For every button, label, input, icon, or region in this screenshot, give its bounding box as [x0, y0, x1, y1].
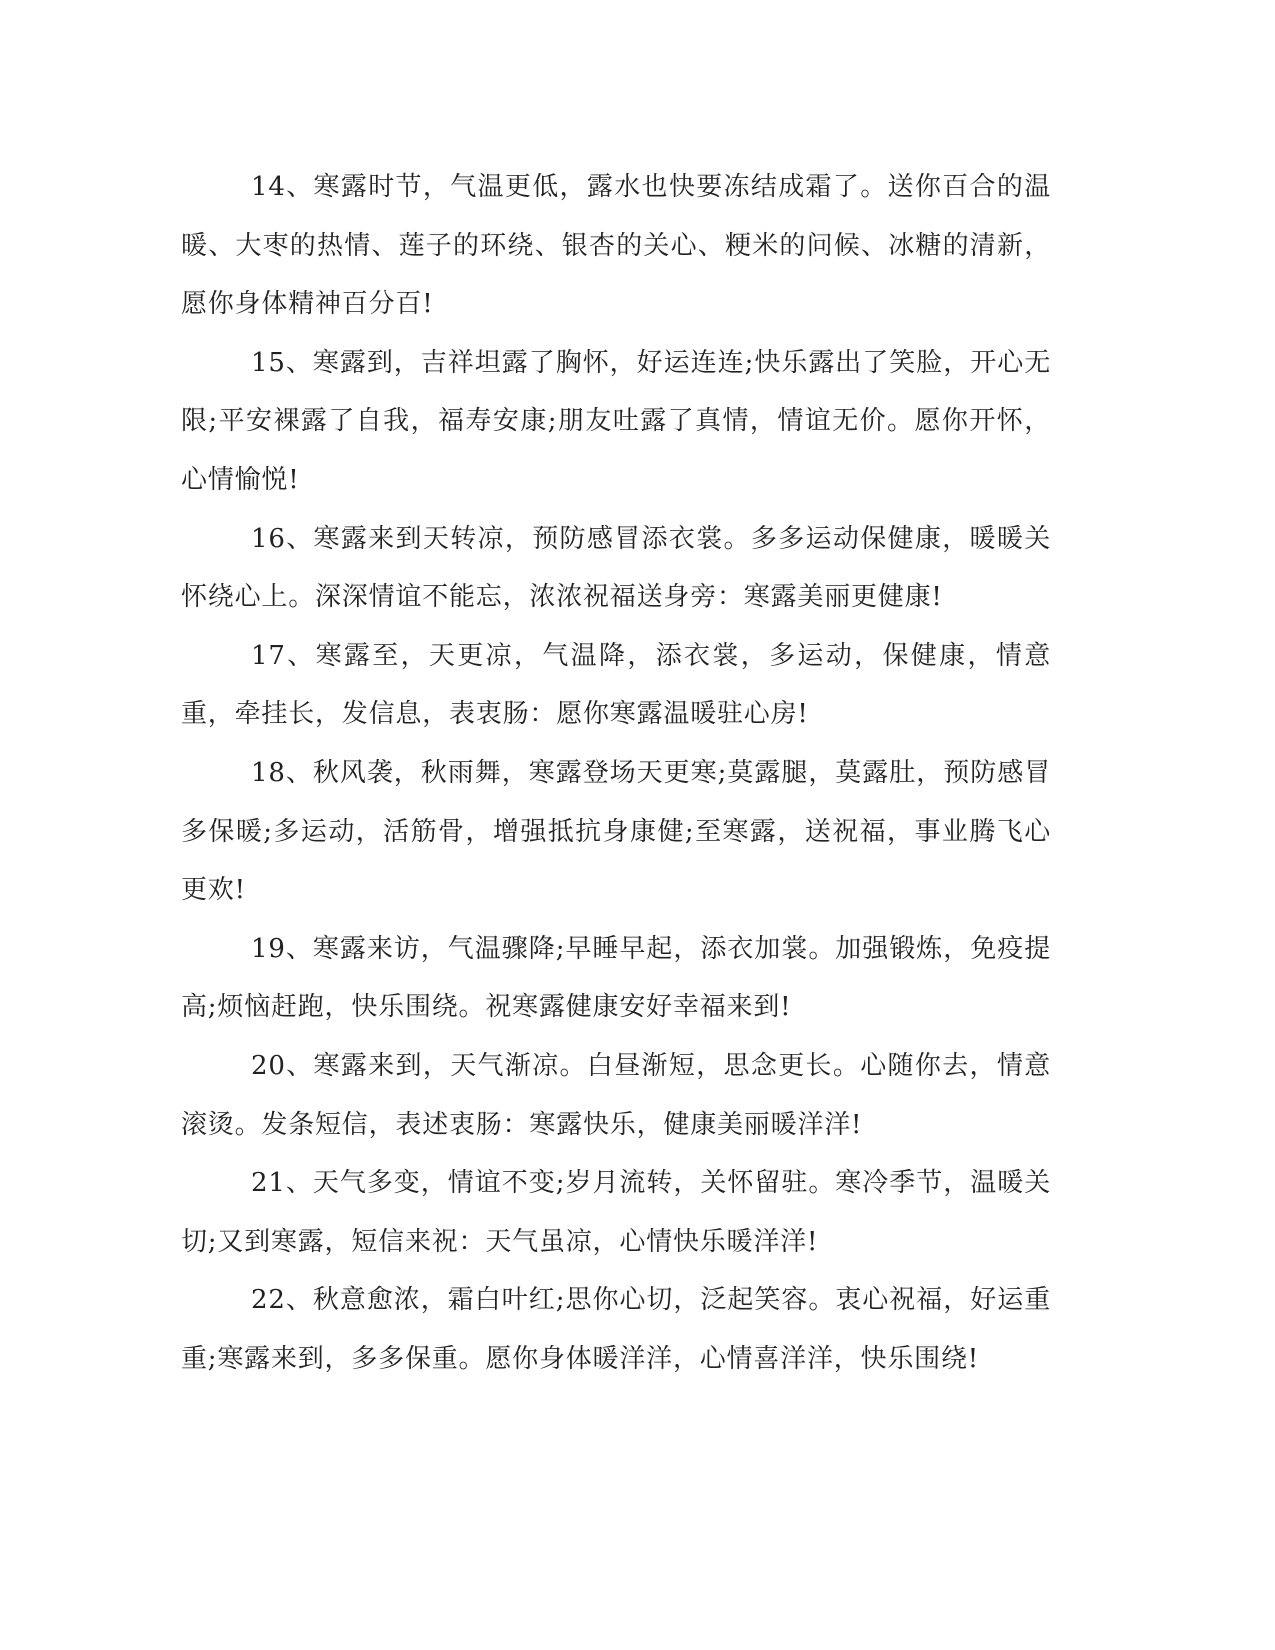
paragraph-16: 16、寒露来到天转凉，预防感冒添衣裳。多多运动保健康，暖暖关怀绕心上。深深情谊不能忘，浓浓祝福送身旁：寒露美丽更健康! — [181, 523, 1051, 613]
document-body — [181, 158, 1051, 1388]
paragraph-20: 20、寒露来到，天气渐凉。白昼渐短，思念更长。心随你去，情意滚烫。发条短信，表述衷肠：寒露快乐，健康美丽暖洋洋! — [181, 1050, 1051, 1140]
paragraph-18: 18、秋风袭，秋雨舞，寒露登场天更寒;莫露腿，莫露肚，预防感冒多保暖;多运动，活筋骨，增强抵抗身康健;至寒露，送祝福，事业腾飞心更欢! — [181, 757, 1051, 906]
paragraph-21: 21、天气多变，情谊不变;岁月流转，关怀留驻。寒冷季节，温暖关切;又到寒露，短信来祝：天气虽凉，心情快乐暖洋洋! — [181, 1168, 1051, 1257]
paragraph-14: 14、寒露时节，气温更低，露水也快要冻结成霜了。送你百合的温暖、大枣的热情、莲子的环绕、银杏的关心、粳米的问候、冰糖的清新，愿你身体精神百分百! — [181, 172, 1051, 320]
paragraph-17: 17、寒露至，天更凉，气温降，添衣裳，多运动，保健康，情意重，牵挂长，发信息，表衷肠：愿你寒露温暖驻心房! — [181, 640, 1051, 730]
paragraph-15: 15、寒露到，吉祥坦露了胸怀，好运连连;快乐露出了笑脸，开心无限;平安裸露了自我，福寿安康;朋友吐露了真情，情谊无价。愿你开怀，心情愉悦! — [181, 347, 1051, 495]
paragraph-19: 19、寒露来访，气温骤降;早睡早起，添衣加裳。加强锻炼，免疫提高;烦恼赶跑，快乐围绕。祝寒露健康安好幸福来到! — [181, 933, 1051, 1023]
paragraph-22: 22、秋意愈浓，霜白叶红;思你心切，泛起笑容。衷心祝福，好运重重;寒露来到，多多保重。愿你身体暖洋洋，心情喜洋洋，快乐围绕! — [181, 1285, 1051, 1374]
